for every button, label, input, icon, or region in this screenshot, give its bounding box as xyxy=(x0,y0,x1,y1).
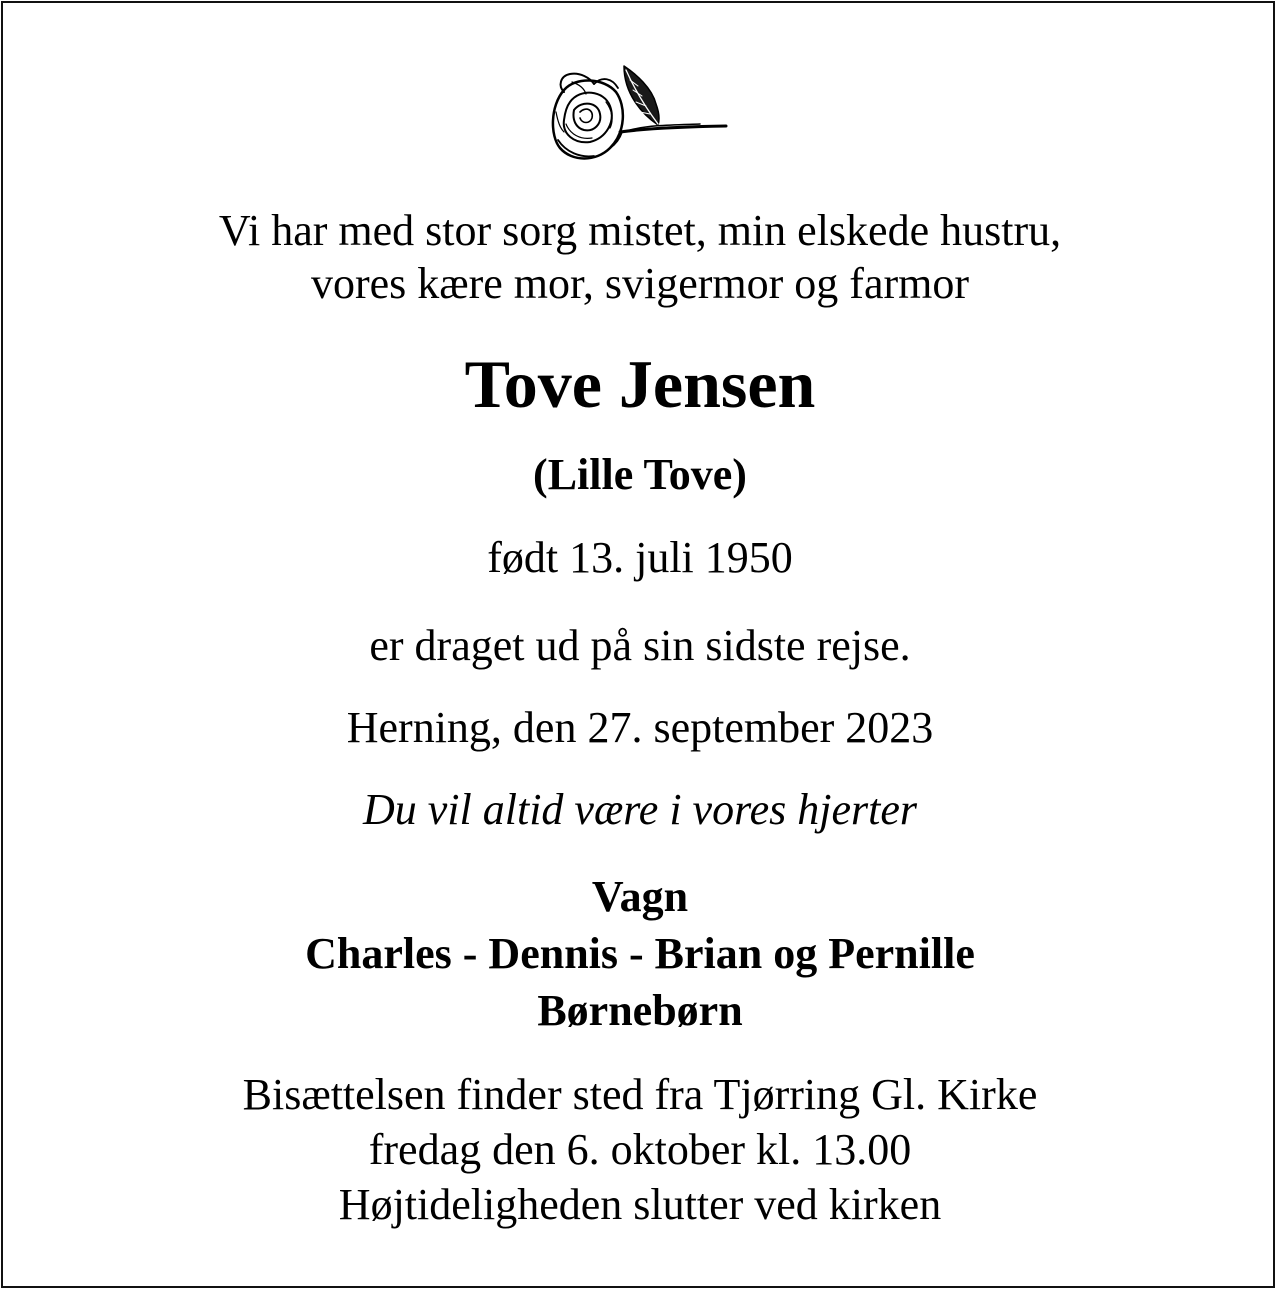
intro-line: vores kære mor, svigermor og farmor xyxy=(310,259,970,308)
passing-message: er draget ud på sin sidste rejse. xyxy=(369,621,911,670)
family-line: Børnebørn xyxy=(537,986,743,1035)
deceased-name: Tove Jensen xyxy=(464,346,816,422)
family-signatures xyxy=(0,868,1280,1039)
family-line: Vagn xyxy=(591,872,689,921)
ceremony-details xyxy=(0,1067,1280,1232)
memorial-motto: Du vil altid være i vores hjerter xyxy=(363,785,917,834)
ceremony-line: fredag den 6. oktober kl. 13.00 xyxy=(368,1125,912,1174)
birth-date: født 13. juli 1950 xyxy=(487,533,793,582)
place-and-date: Herning, den 27. september 2023 xyxy=(346,703,934,752)
rose-icon xyxy=(550,62,730,168)
ceremony-line: Bisættelsen finder sted fra Tjørring Gl. Kirke xyxy=(242,1070,1038,1119)
ceremony-line: Højtideligheden slutter ved kirken xyxy=(338,1180,942,1229)
intro-line: Vi har med stor sorg mistet, min elskede hustru, xyxy=(218,206,1062,255)
intro-text xyxy=(0,204,1280,310)
deceased-nickname: (Lille Tove) xyxy=(533,450,747,499)
family-line: Charles - Dennis - Brian og Pernille xyxy=(305,929,975,978)
